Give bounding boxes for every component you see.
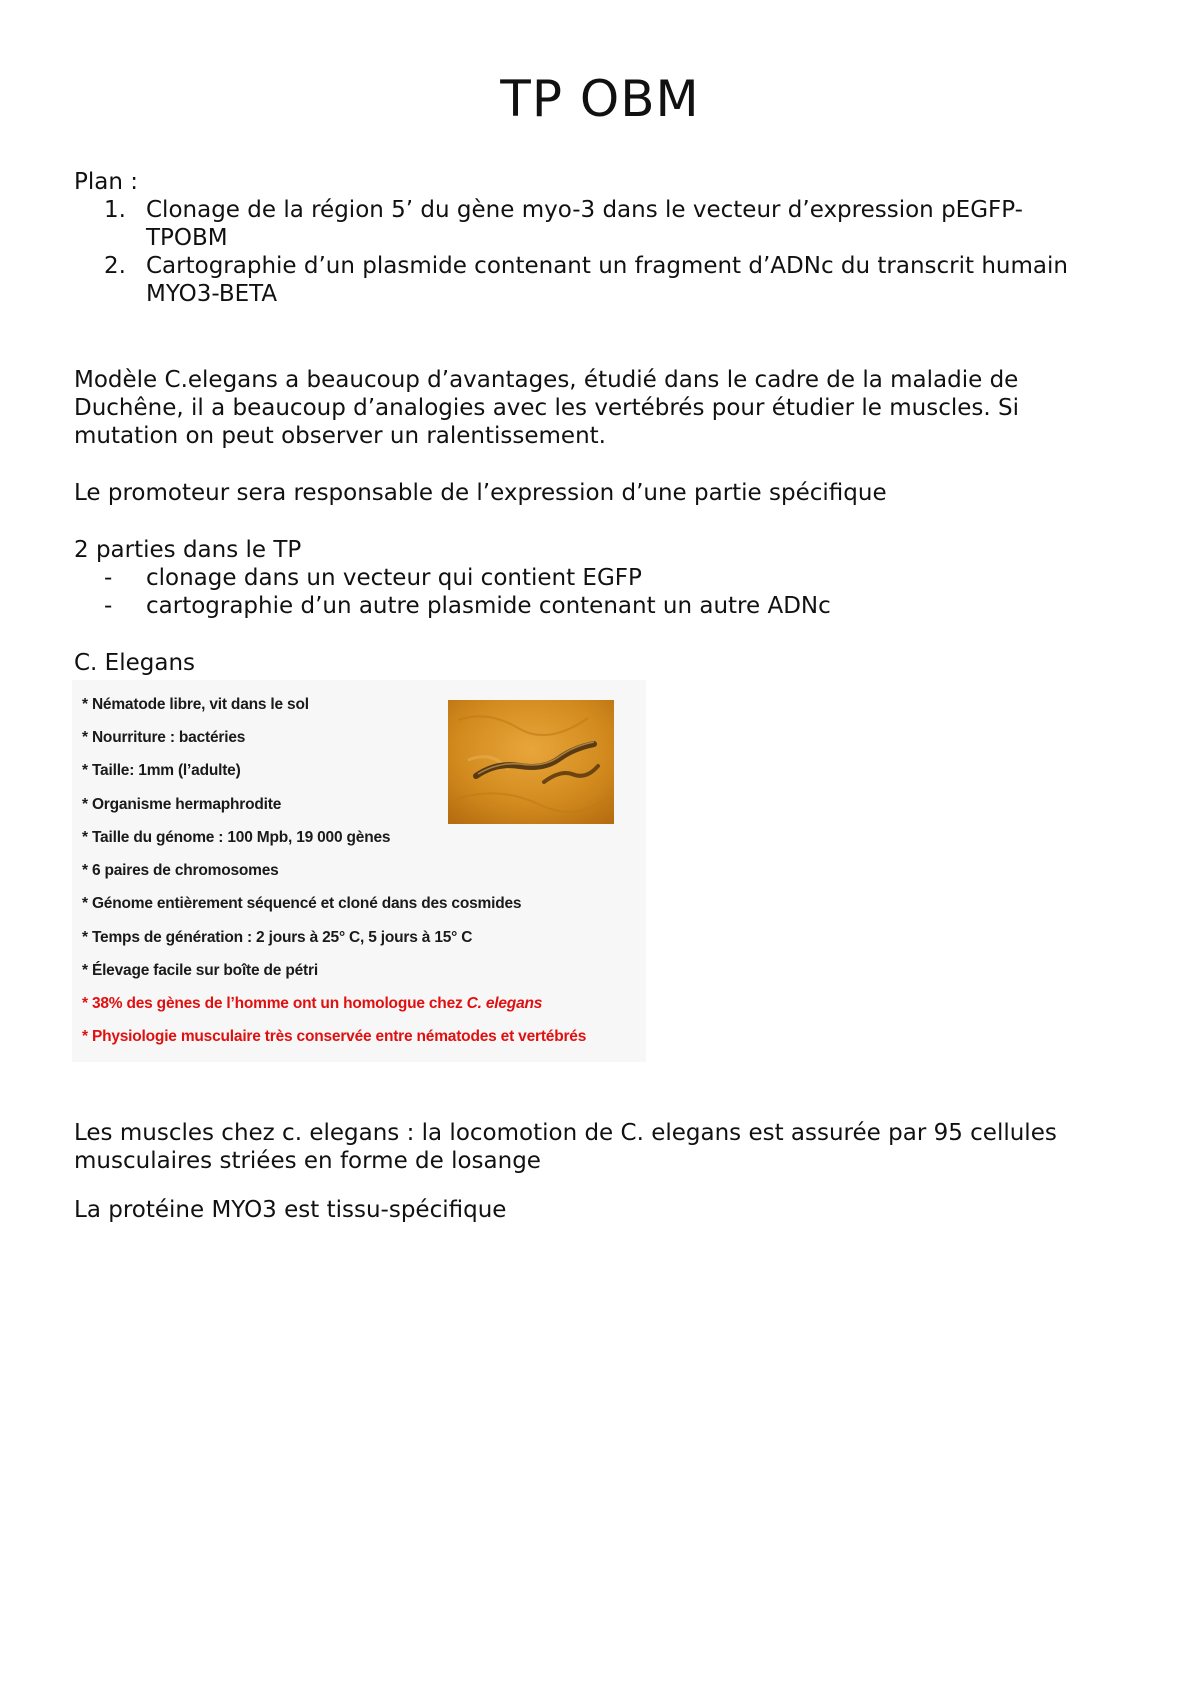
plan-item-2 xyxy=(104,252,1134,308)
muscles-paragraph-line: Les muscles chez c. elegans : la locomotion de C. elegans est assurée par 95 cellules xyxy=(74,1120,1057,1146)
plan-item-text-line2: TPOBM xyxy=(146,225,228,251)
c-elegans-slide-image xyxy=(72,680,646,1062)
slide-line: * Taille du génome : 100 Mpb, 19 000 gènes xyxy=(82,829,391,846)
slide-line: * Génome entièrement séquencé et cloné dans des cosmides xyxy=(82,895,522,912)
worm-micrograph-image xyxy=(448,700,614,824)
model-paragraph-line: Modèle C.elegans a beaucoup d’avantages, étudié dans le cadre de la maladie de xyxy=(74,367,1019,393)
slide-line-species: C. elegans xyxy=(466,995,543,1012)
document-title: TP OBM xyxy=(500,70,700,128)
model-paragraph xyxy=(74,366,1134,450)
parts-item-1 xyxy=(104,564,1134,592)
parts-label: 2 parties dans le TP xyxy=(74,537,302,563)
plan-item-text-line1: Clonage de la région 5’ du gène myo-3 dans le vecteur d’expression pEGFP- xyxy=(146,197,1023,223)
plan-item-number: 1. xyxy=(104,197,126,223)
muscles-paragraph xyxy=(74,1119,1134,1175)
slide-line: * Nourriture : bactéries xyxy=(82,729,246,746)
slide-line: * Temps de génération : 2 jours à 25° C, 5 jours à 15° C xyxy=(82,929,473,946)
slide-line: * 6 paires de chromosomes xyxy=(82,862,279,879)
muscles-paragraph-line: musculaires striées en forme de losange xyxy=(74,1148,541,1174)
plan-item-text-line1: Cartographie d’un plasmide contenant un fragment d’ADNc du transcrit humain xyxy=(146,253,1068,279)
plan-item-1 xyxy=(104,196,1134,252)
plan-item-number: 2. xyxy=(104,253,126,279)
slide-line-highlight xyxy=(82,995,542,1013)
parts-item-2 xyxy=(104,592,1134,620)
slide-line: * Nématode libre, vit dans le sol xyxy=(82,696,309,713)
slide-line: * Taille: 1mm (l’adulte) xyxy=(82,762,241,779)
slide-line-prefix: * 38% des gènes de l’homme ont un homologue chez xyxy=(82,995,467,1012)
parts-item-text: cartographie d’un autre plasmide contenant un autre ADNc xyxy=(146,593,831,619)
protein-paragraph: La protéine MYO3 est tissu-spécifique xyxy=(74,1197,507,1223)
parts-item-text: clonage dans un vecteur qui contient EGFP xyxy=(146,565,642,591)
plan-label: Plan : xyxy=(74,169,138,195)
slide-line: * Élevage facile sur boîte de pétri xyxy=(82,962,318,979)
plan-item-text-line2: MYO3-BETA xyxy=(146,281,278,307)
model-paragraph-line: mutation on peut observer un ralentissement. xyxy=(74,423,606,449)
dash-bullet: - xyxy=(104,565,113,591)
slide-line: * Organisme hermaphrodite xyxy=(82,796,282,813)
model-paragraph-line: Duchêne, il a beaucoup d’analogies avec les vertébrés pour étudier le muscles. Si xyxy=(74,395,1019,421)
slide-line-highlight: * Physiologie musculaire très conservée entre nématodes et vertébrés xyxy=(82,1028,587,1045)
dash-bullet: - xyxy=(104,593,113,619)
section-heading-c-elegans: C. Elegans xyxy=(74,650,196,676)
promoter-paragraph: Le promoteur sera responsable de l’expression d’une partie spécifique xyxy=(74,480,887,506)
